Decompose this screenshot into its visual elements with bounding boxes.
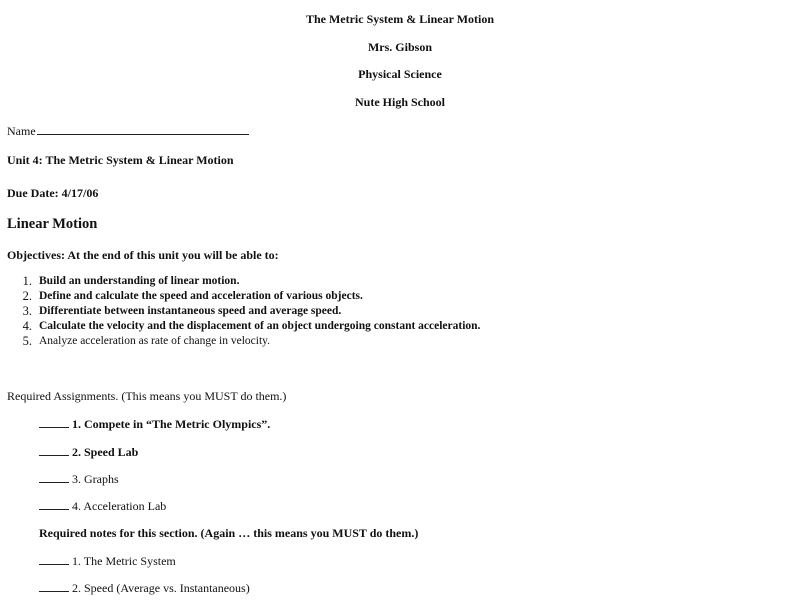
name-label: Name xyxy=(7,124,36,138)
objective-text: Differentiate between instantaneous speed and average speed. xyxy=(39,305,342,317)
section-heading: Linear Motion xyxy=(7,216,98,232)
assignment-row xyxy=(39,498,166,514)
unit-line: Unit 4: The Metric System & Linear Motion xyxy=(7,153,234,167)
note-row xyxy=(39,553,176,569)
objective-text: Analyze acceleration as rate of change in velocity. xyxy=(39,335,271,347)
name-field-row xyxy=(7,122,249,139)
objective-text: Calculate the velocity and the displacement of an object undergoing constant acceleration. xyxy=(39,320,481,332)
note-text: 2. Speed (Average vs. Instantaneous) xyxy=(72,581,250,595)
course-name: Physical Science xyxy=(358,67,442,81)
objective-number: 4. xyxy=(22,319,32,333)
objective-number: 1. xyxy=(22,274,32,288)
objective-number: 5. xyxy=(22,334,32,348)
objective-number: 2. xyxy=(22,289,32,303)
objectives-intro: Objectives: At the end of this unit you will be able to: xyxy=(7,248,279,262)
required-notes-label: Required notes for this section. (Again … this means you MUST do them.) xyxy=(39,526,419,540)
checkoff-blank xyxy=(39,498,69,510)
checkoff-blank xyxy=(39,580,69,592)
checkoff-blank xyxy=(39,416,69,428)
assignment-text: 1. Compete in “The Metric Olympics”. xyxy=(72,417,271,431)
assignment-row xyxy=(39,416,270,432)
assignment-text: 2. Speed Lab xyxy=(72,445,139,459)
name-blank-line xyxy=(37,122,249,135)
checkoff-blank xyxy=(39,444,69,456)
note-text: 1. The Metric System xyxy=(72,554,176,568)
teacher-name: Mrs. Gibson xyxy=(367,40,432,54)
checkoff-blank xyxy=(39,471,69,483)
document-title: The Metric System & Linear Motion xyxy=(305,12,495,26)
required-assignments-label: Required Assignments. (This means you MUST do them.) xyxy=(7,389,287,403)
due-date: Due Date: 4/17/06 xyxy=(7,186,99,200)
objective-text: Define and calculate the speed and acceleration of various objects. xyxy=(39,290,363,302)
assignment-text: 3. Graphs xyxy=(72,472,119,486)
assignment-text: 4. Acceleration Lab xyxy=(72,499,167,513)
assignment-row xyxy=(39,471,119,487)
checkoff-blank xyxy=(39,553,69,565)
objective-number: 3. xyxy=(22,304,32,318)
assignment-row xyxy=(39,444,138,460)
note-row xyxy=(39,580,250,596)
objective-text: Build an understanding of linear motion. xyxy=(39,275,240,287)
school-name: Nute High School xyxy=(354,95,445,109)
